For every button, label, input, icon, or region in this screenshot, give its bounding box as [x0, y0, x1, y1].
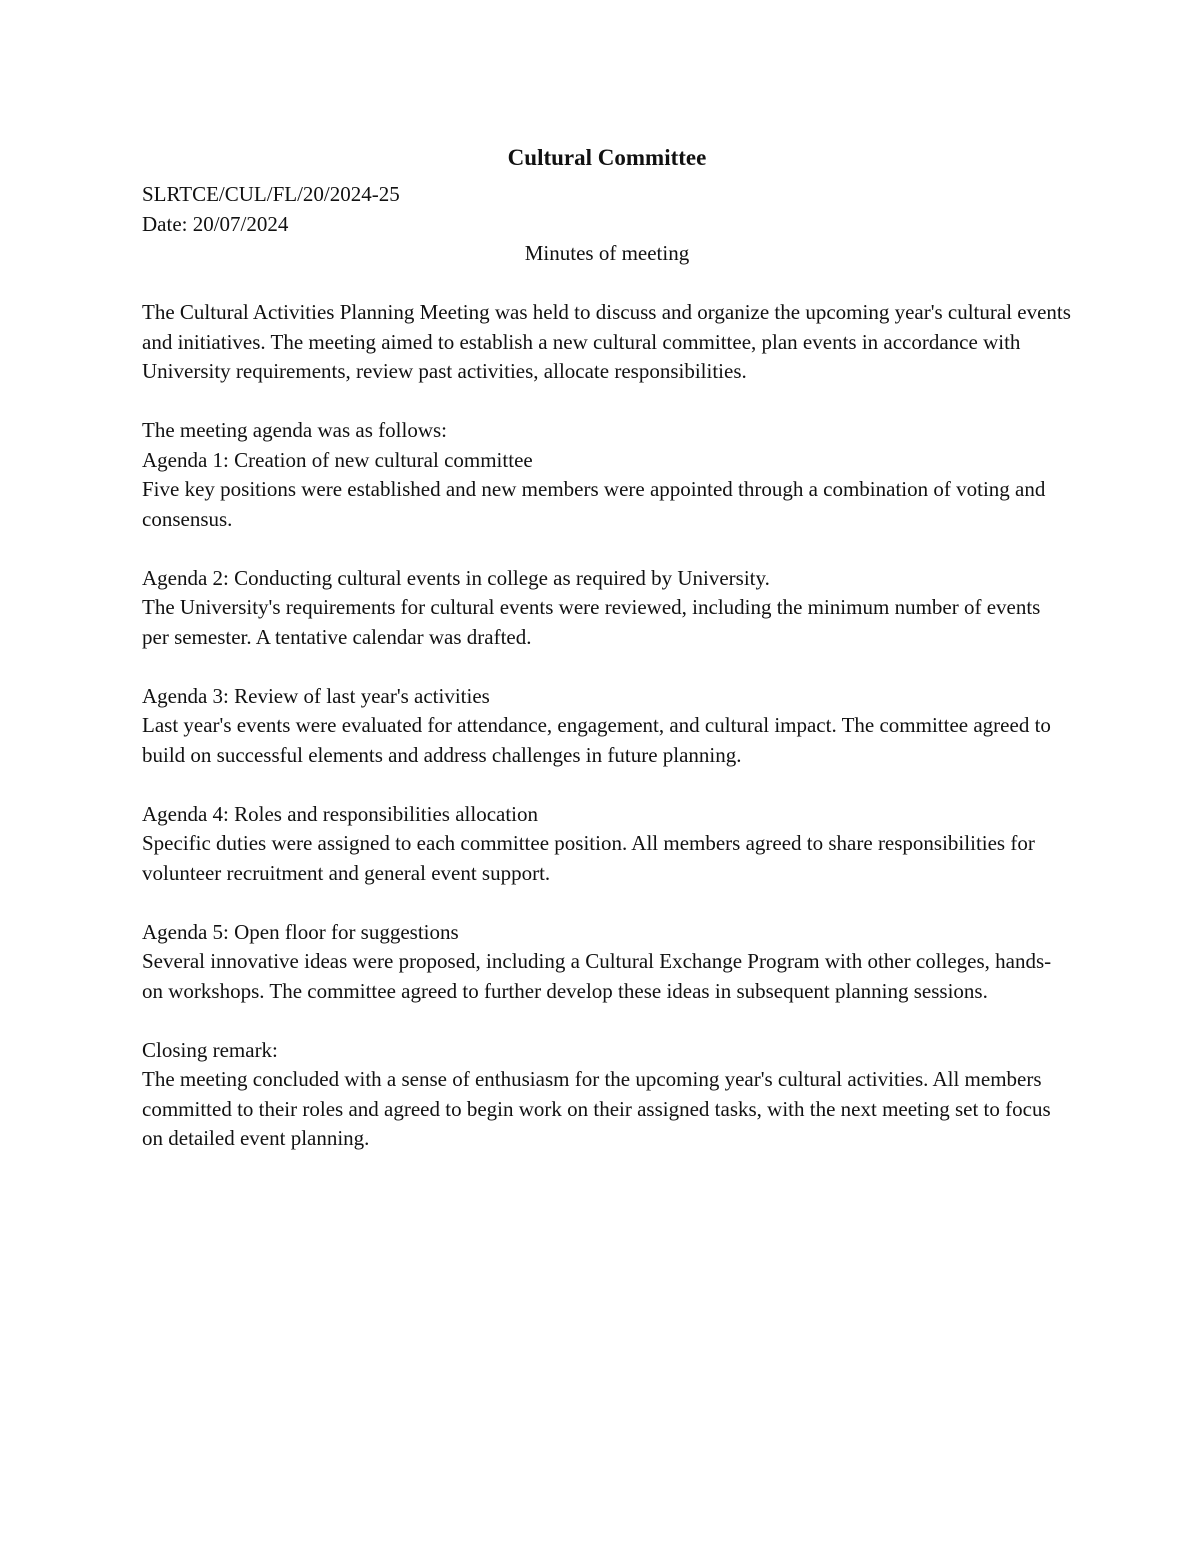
- agenda-heading: Agenda 4: Roles and responsibilities allocation: [142, 801, 539, 826]
- agenda-text: Last year's events were evaluated for attendance, engagement, and cultural impact. The committee agreed to build on successful elements and address challenges in future planning.: [142, 713, 1051, 767]
- reference-number: SLRTCE/CUL/FL/20/2024-25: [142, 182, 400, 206]
- agenda-intro: The meeting agenda was as follows:: [142, 418, 447, 442]
- agenda-text: Specific duties were assigned to each committee position. All members agreed to share responsibilities for volunteer recruitment and general event support.: [142, 831, 1035, 885]
- agenda-heading: Agenda 3: Review of last year's activities: [142, 683, 490, 708]
- agenda-heading: Agenda 1: Creation of new cultural committee: [142, 447, 533, 472]
- agenda-item-1: [142, 446, 1072, 535]
- agenda-heading: Agenda 2: Conducting cultural events in college as required by University.: [142, 565, 770, 590]
- agenda-heading: Agenda 5: Open floor for suggestions: [142, 919, 459, 944]
- meeting-date: Date: 20/07/2024: [142, 211, 289, 236]
- intro-paragraph: The Cultural Activities Planning Meeting was held to discuss and organize the upcoming year's cultural events and initiatives. The meeting aimed to establish a new cultural committee, plan events in accordance with University requirements, review past activities, allocate responsibilities.: [142, 300, 1071, 383]
- closing-section: [142, 1036, 1072, 1154]
- closing-text: The meeting concluded with a sense of enthusiasm for the upcoming year's cultural activities. All members committed to their roles and agreed to begin work on their assigned tasks, with the next meeting set to focus on detailed event planning.: [142, 1067, 1051, 1150]
- agenda-text: Five key positions were established and new members were appointed through a combination of voting and consensus.: [142, 477, 1046, 531]
- document-title: Cultural Committee: [507, 145, 707, 170]
- agenda-item-2: [142, 564, 1072, 653]
- agenda-text: The University's requirements for cultural events were reviewed, including the minimum number of events per semester. A tentative calendar was drafted.: [142, 595, 1041, 649]
- document-subtitle: Minutes of meeting: [524, 241, 690, 265]
- agenda-item-4: [142, 800, 1072, 889]
- document-page: [142, 138, 1072, 1154]
- agenda-item-3: [142, 682, 1072, 771]
- agenda-text: Several innovative ideas were proposed, including a Cultural Exchange Program with other colleges, hands-on workshops. The committee agreed to further develop these ideas in subsequent planning sessions.: [142, 949, 1052, 1003]
- closing-heading: Closing remark:: [142, 1037, 278, 1062]
- agenda-item-5: [142, 918, 1072, 1007]
